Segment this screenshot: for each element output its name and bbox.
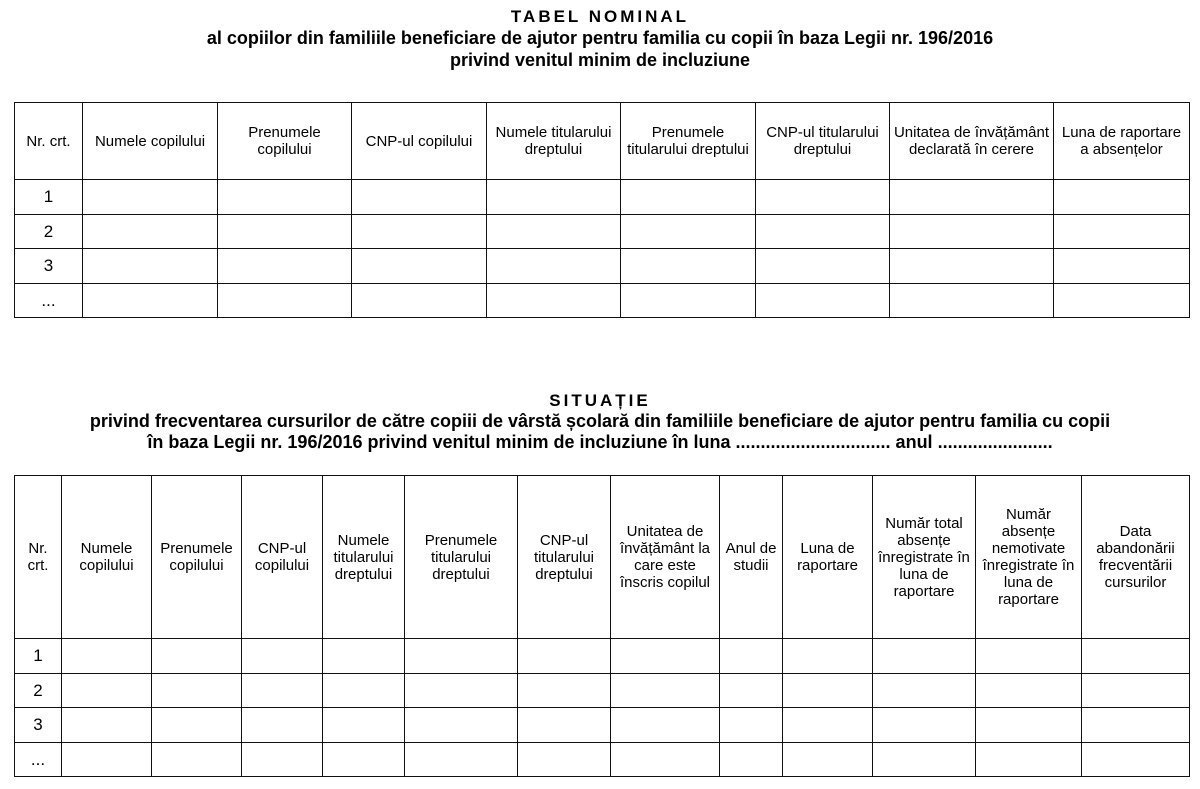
column-header: CNP-ul titularului dreptului [518, 476, 611, 639]
table-cell[interactable] [611, 673, 720, 708]
situatie-heading: SITUAȚIE [549, 391, 651, 410]
table-row [15, 180, 1190, 215]
table-cell[interactable] [890, 180, 1054, 215]
table-cell[interactable] [890, 214, 1054, 249]
table-cell[interactable] [756, 214, 890, 249]
table-cell[interactable] [611, 708, 720, 743]
table-cell[interactable] [218, 283, 352, 318]
column-header: Nr. crt. [15, 103, 83, 180]
table-cell[interactable] [783, 708, 873, 743]
table-cell[interactable] [1054, 180, 1190, 215]
table-cell[interactable] [218, 214, 352, 249]
table-cell[interactable] [152, 639, 242, 674]
table-cell[interactable] [323, 673, 405, 708]
table-cell[interactable] [405, 673, 518, 708]
table-cell[interactable] [976, 742, 1082, 777]
situatie-subtitle-1: privind frecventarea cursurilor de către copiii de vârstă școlară din familiile beneficiare de ajutor pentru familia cu copii [89, 411, 1111, 431]
table-cell[interactable] [976, 673, 1082, 708]
table-cell[interactable] [873, 742, 976, 777]
table-cell[interactable] [1082, 742, 1190, 777]
table-cell[interactable] [518, 639, 611, 674]
table-cell[interactable] [323, 742, 405, 777]
row-number: 2 [15, 673, 62, 708]
table-cell[interactable] [756, 180, 890, 215]
table-cell[interactable] [352, 249, 487, 284]
table-cell[interactable] [621, 283, 756, 318]
table-cell[interactable] [756, 283, 890, 318]
table-cell[interactable] [783, 673, 873, 708]
column-header: Luna de raportare a absențelor [1054, 103, 1190, 180]
table-cell[interactable] [152, 708, 242, 743]
situatie-body [15, 639, 1190, 777]
row-number: 2 [15, 214, 83, 249]
column-header: Număr total absențe înregistrate în luna de raportare [873, 476, 976, 639]
column-header: Anul de studii [720, 476, 783, 639]
table-cell[interactable] [783, 639, 873, 674]
column-header: Numele titularului dreptului [487, 103, 621, 180]
table-cell[interactable] [405, 708, 518, 743]
table-cell[interactable] [242, 673, 323, 708]
table-cell[interactable] [405, 639, 518, 674]
table-cell[interactable] [487, 214, 621, 249]
table-cell[interactable] [62, 639, 152, 674]
nominal-heading: TABEL NOMINAL [510, 7, 690, 26]
table-cell[interactable] [890, 249, 1054, 284]
table-cell[interactable] [83, 283, 218, 318]
table-cell[interactable] [487, 180, 621, 215]
column-header: CNP-ul copilului [352, 103, 487, 180]
table-cell[interactable] [611, 639, 720, 674]
column-header: Numele copilului [83, 103, 218, 180]
situatie-subtitle-2: în baza Legii nr. 196/2016 privind venitul minim de incluziune în luna ............................... anul ....................... [147, 432, 1053, 452]
column-header: Prenumele titularului dreptului [405, 476, 518, 639]
table-row [15, 639, 1190, 674]
table-cell[interactable] [323, 708, 405, 743]
nominal-subtitle-1: al copiilor din familiile beneficiare de ajutor pentru familia cu copii în baza Legii nr. 196/2016 [206, 28, 994, 48]
column-header: Numele titularului dreptului [323, 476, 405, 639]
table-cell[interactable] [976, 639, 1082, 674]
table-cell[interactable] [518, 742, 611, 777]
column-header: CNP-ul titularului dreptului [756, 103, 890, 180]
situatie-table [14, 475, 1190, 777]
table-row [15, 283, 1190, 318]
table-cell[interactable] [518, 708, 611, 743]
table-cell[interactable] [62, 742, 152, 777]
table-cell[interactable] [1054, 283, 1190, 318]
column-header: Luna de raportare [783, 476, 873, 639]
table-cell[interactable] [62, 708, 152, 743]
table-cell[interactable] [352, 180, 487, 215]
column-header: Unitatea de învățământ declarată în cerere [890, 103, 1054, 180]
table-cell[interactable] [152, 673, 242, 708]
table-cell[interactable] [152, 742, 242, 777]
table-cell[interactable] [405, 742, 518, 777]
column-header: CNP-ul copilului [242, 476, 323, 639]
row-number: 3 [15, 708, 62, 743]
table-cell[interactable] [1082, 708, 1190, 743]
table-cell[interactable] [62, 673, 152, 708]
table-cell[interactable] [352, 214, 487, 249]
nominal-subtitle-2: privind venitul minim de incluziune [449, 50, 751, 70]
nominal-title-block [0, 7, 1200, 71]
column-header: Unitatea de învățământ la care este înscris copilul [611, 476, 720, 639]
table-cell[interactable] [218, 180, 352, 215]
table-cell[interactable] [1082, 673, 1190, 708]
table-cell[interactable] [1054, 249, 1190, 284]
column-header: Data abandonării frecventării cursurilor [1082, 476, 1190, 639]
nominal-body [15, 180, 1190, 318]
row-number: 1 [15, 639, 62, 674]
column-header: Prenumele copilului [218, 103, 352, 180]
table-cell[interactable] [611, 742, 720, 777]
table-cell[interactable] [756, 249, 890, 284]
table-cell[interactable] [487, 283, 621, 318]
row-number: ... [15, 283, 83, 318]
table-cell[interactable] [83, 180, 218, 215]
table-cell[interactable] [242, 708, 323, 743]
table-cell[interactable] [1082, 639, 1190, 674]
table-cell[interactable] [890, 283, 1054, 318]
table-row [15, 673, 1190, 708]
nominal-table [14, 102, 1190, 318]
situatie-title-block [0, 390, 1200, 453]
table-cell[interactable] [720, 708, 783, 743]
table-cell[interactable] [720, 639, 783, 674]
table-cell[interactable] [621, 249, 756, 284]
table-row [15, 708, 1190, 743]
table-row [15, 249, 1190, 284]
table-cell[interactable] [720, 742, 783, 777]
table-cell[interactable] [83, 214, 218, 249]
table-cell[interactable] [621, 180, 756, 215]
table-cell[interactable] [976, 708, 1082, 743]
table-row [15, 742, 1190, 777]
table-cell[interactable] [323, 639, 405, 674]
column-header: Numele copilului [62, 476, 152, 639]
table-cell[interactable] [242, 742, 323, 777]
table-cell[interactable] [873, 673, 976, 708]
table-row [15, 214, 1190, 249]
table-cell[interactable] [518, 673, 611, 708]
table-cell[interactable] [1054, 214, 1190, 249]
table-cell[interactable] [621, 214, 756, 249]
column-header: Număr absențe nemotivate înregistrate în luna de raportare [976, 476, 1082, 639]
table-cell[interactable] [242, 639, 323, 674]
table-cell[interactable] [83, 249, 218, 284]
column-header: Nr. crt. [15, 476, 62, 639]
row-number: 3 [15, 249, 83, 284]
column-header: Prenumele copilului [152, 476, 242, 639]
table-cell[interactable] [218, 249, 352, 284]
table-cell[interactable] [720, 673, 783, 708]
situatie-header-row [15, 476, 1190, 639]
table-cell[interactable] [352, 283, 487, 318]
column-header: Prenumele titularului dreptului [621, 103, 756, 180]
table-cell[interactable] [873, 639, 976, 674]
table-cell[interactable] [487, 249, 621, 284]
table-cell[interactable] [873, 708, 976, 743]
table-cell[interactable] [783, 742, 873, 777]
row-number: 1 [15, 180, 83, 215]
row-number: ... [15, 742, 62, 777]
nominal-header-row [15, 103, 1190, 180]
